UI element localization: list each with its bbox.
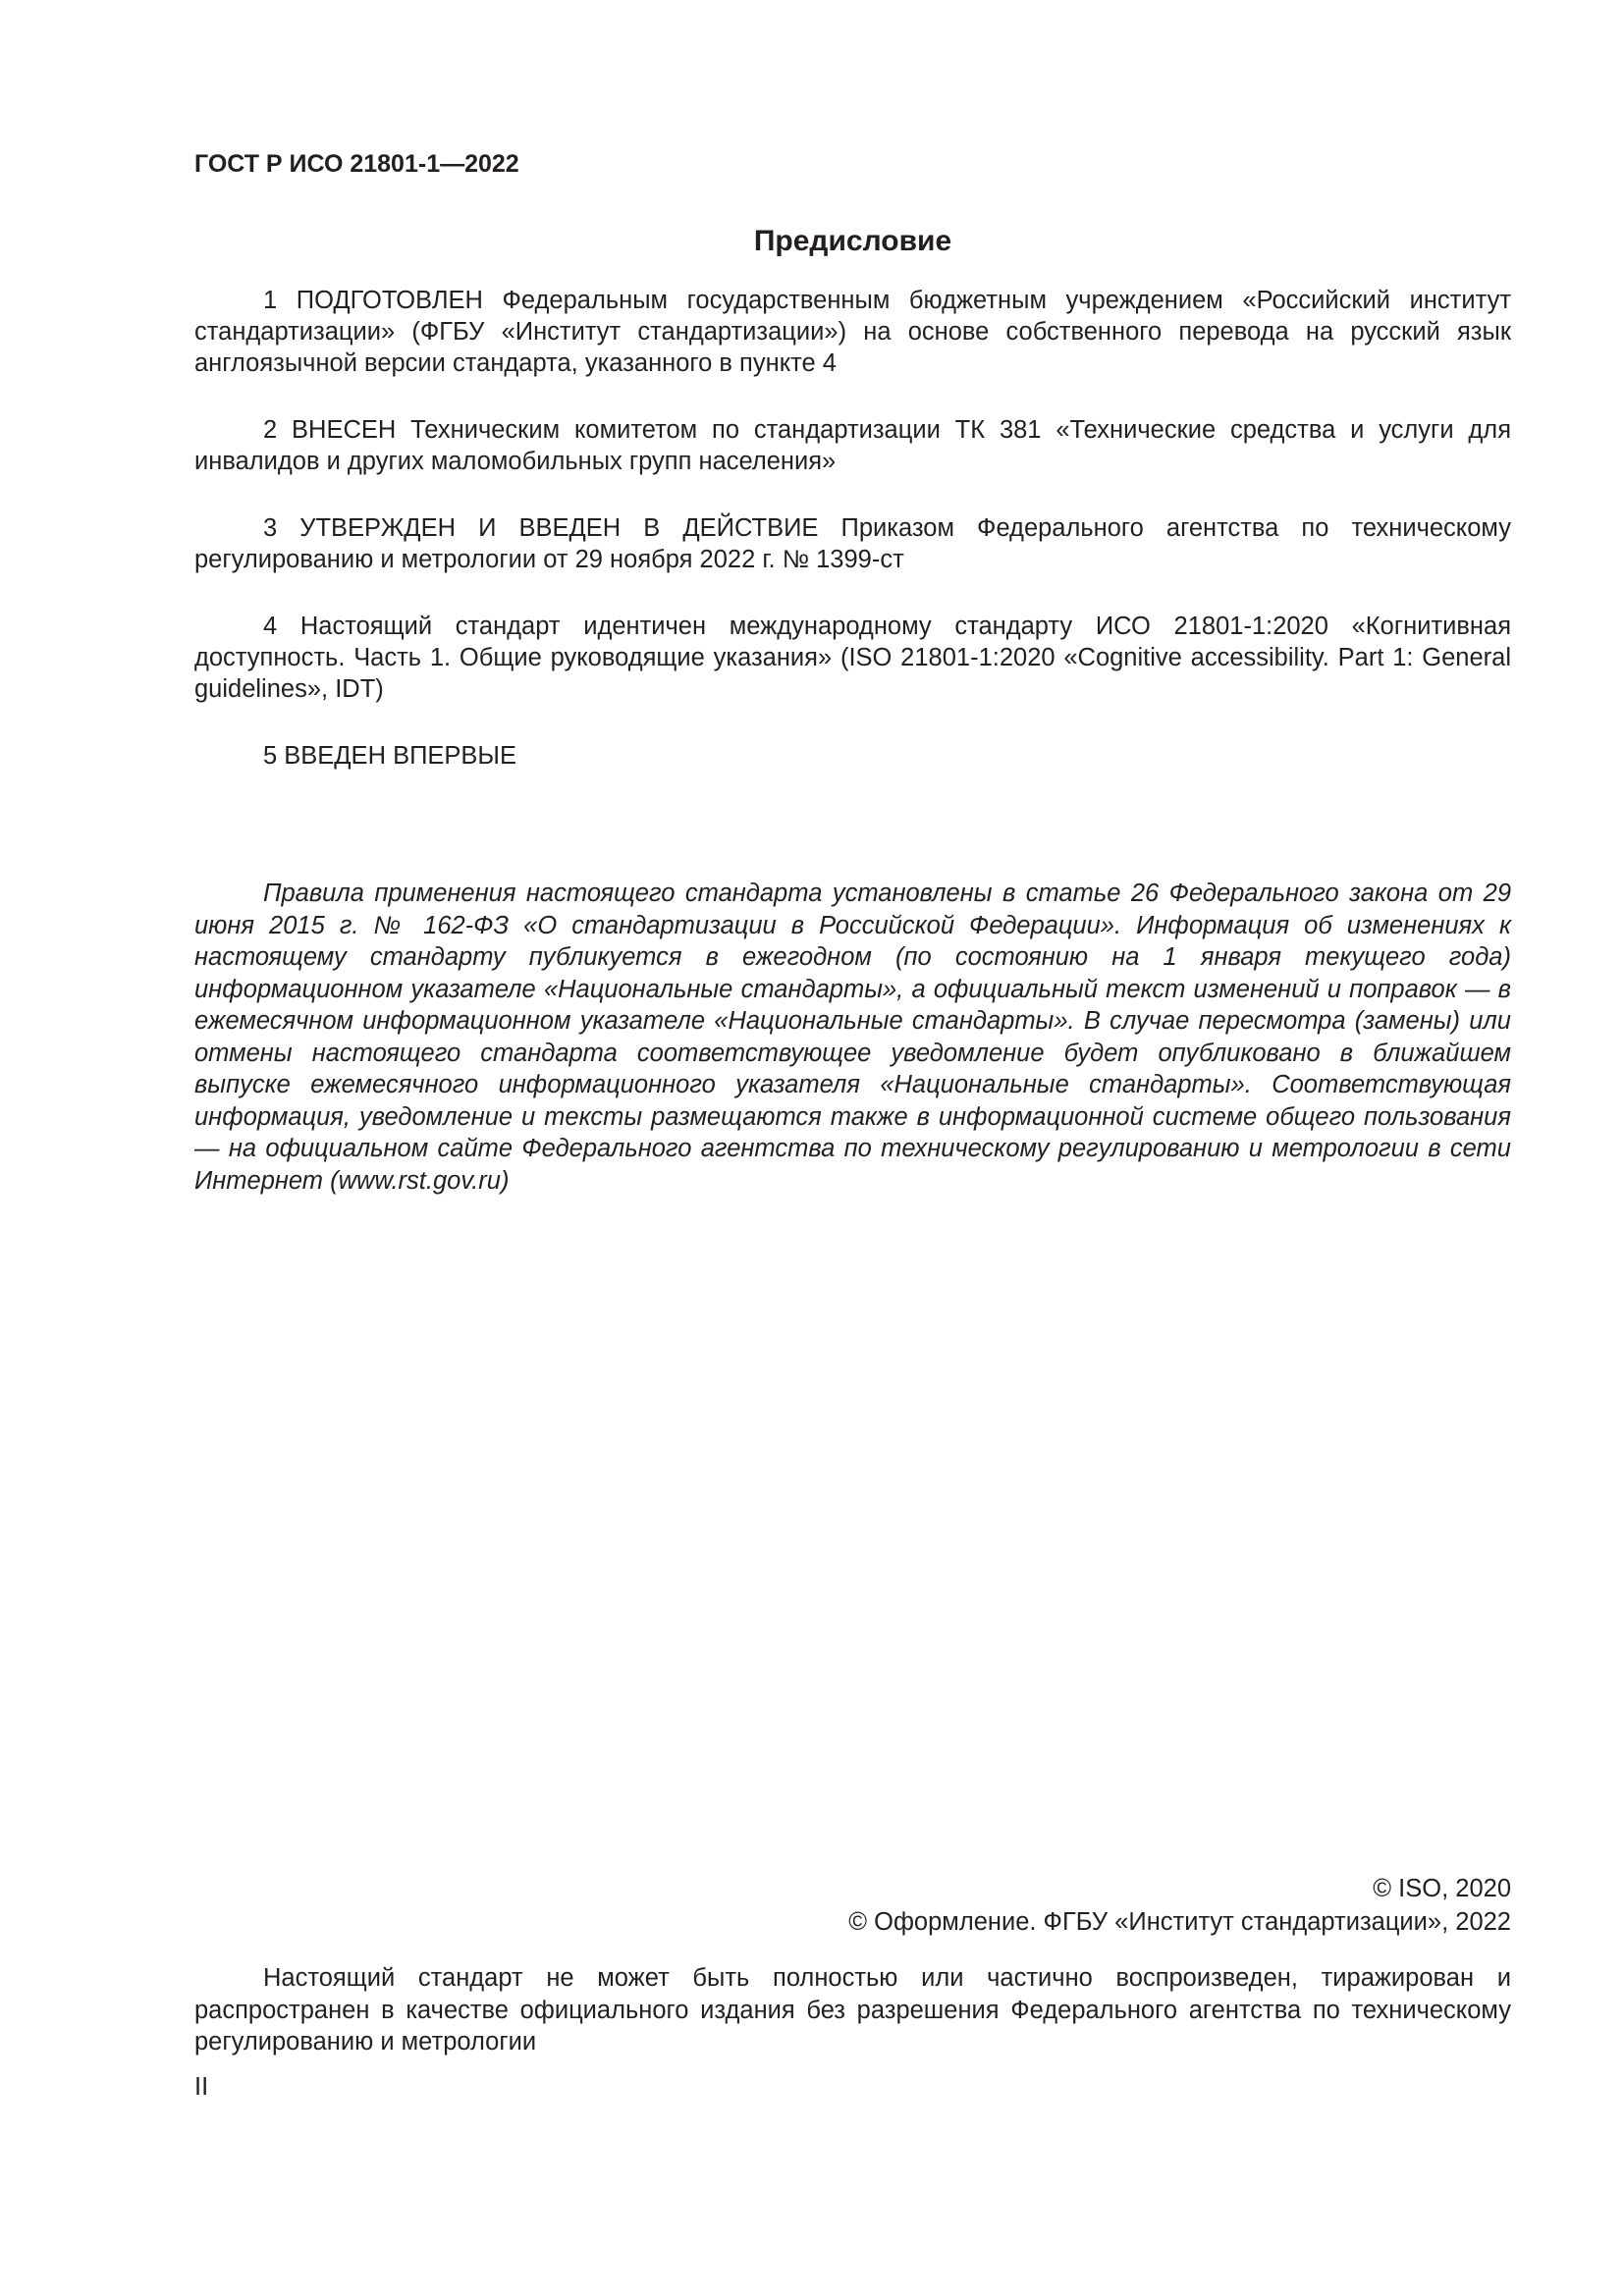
preface-items: [194, 285, 1511, 807]
copyright-iso: © ISO, 2020: [1373, 1875, 1511, 1902]
page-number: II: [194, 2073, 209, 2101]
preface-item-5: 5 ВВЕДЕН ВПЕРВЫЕ: [263, 742, 517, 770]
document-code: ГОСТ Р ИСО 21801-1—2022: [194, 150, 519, 178]
preface-item-4: 4 Настоящий стандарт идентичен международному стандарту ИСО 21801-1:2020 «Когнитивная доступность. Часть 1. Общие руководящие указания» (ISO 21801-1:2020 «Cognitive accessibility. Part 1: General guidelines», IDT): [194, 613, 1511, 703]
preface-item-1: 1 ПОДГОТОВЛЕН Федеральным государственным бюджетным учреждением «Российский институт стандартизации» (ФГБУ «Институт стандартизации») на основе собственного перевода на русский язык англоязычной версии стандарта, указанного в пункте 4: [194, 287, 1511, 377]
application-rules-notice: Правила применения настоящего стандарта установлены в статье 26 Федерального закона от 29 июня 2015 г. № 162-ФЗ «О стандартизации в Российской Федерации». Информация об изменениях к настоящему стандарту публикуется в ежегодном (по состоянию на 1 января текущего года) информационном указателе «Национальные стандарты», а официальный текст изменений и поправок — в ежемесячном информационном указателе «Национальные стандарты». В случае пересмотра (замены) или отмены настоящего стандарта соответствующее уведомление будет опубликовано в ближайшем выпуске ежемесячного информационного указателя «Национальные стандарты». Соответствующая информация, уведомление и тексты размещаются также в информационной системе общего пользования — на официальном сайте Федерального агентства по техническому регулированию и метрологии в сети Интернет (www.rst.gov.ru): [194, 880, 1511, 1195]
preface-title: Предисловие: [753, 225, 952, 257]
preface-item-2: 2 ВНЕСЕН Техническим комитетом по стандартизации ТК 381 «Технические средства и услуги для инвалидов и других маломобильных групп населения»: [194, 416, 1511, 475]
preface-item-3: 3 УТВЕРЖДЕН И ВВЕДЕН В ДЕЙСТВИЕ Приказом Федерального агентства по техническому регулированию и метрологии от 29 ноября 2022 г. № 1399-ст: [194, 514, 1511, 573]
reproduction-notice: Настоящий стандарт не может быть полностью или частично воспроизведен, тиражирован и распространен в качестве официального издания без разрешения Федерального агентства по техническому регулированию и метрологии: [194, 1964, 1511, 2056]
copyright-design: © Оформление. ФГБУ «Институт стандартизации», 2022: [848, 1908, 1511, 1936]
document-page: [194, 0, 1511, 2296]
copyright-block: [848, 1872, 1511, 1939]
